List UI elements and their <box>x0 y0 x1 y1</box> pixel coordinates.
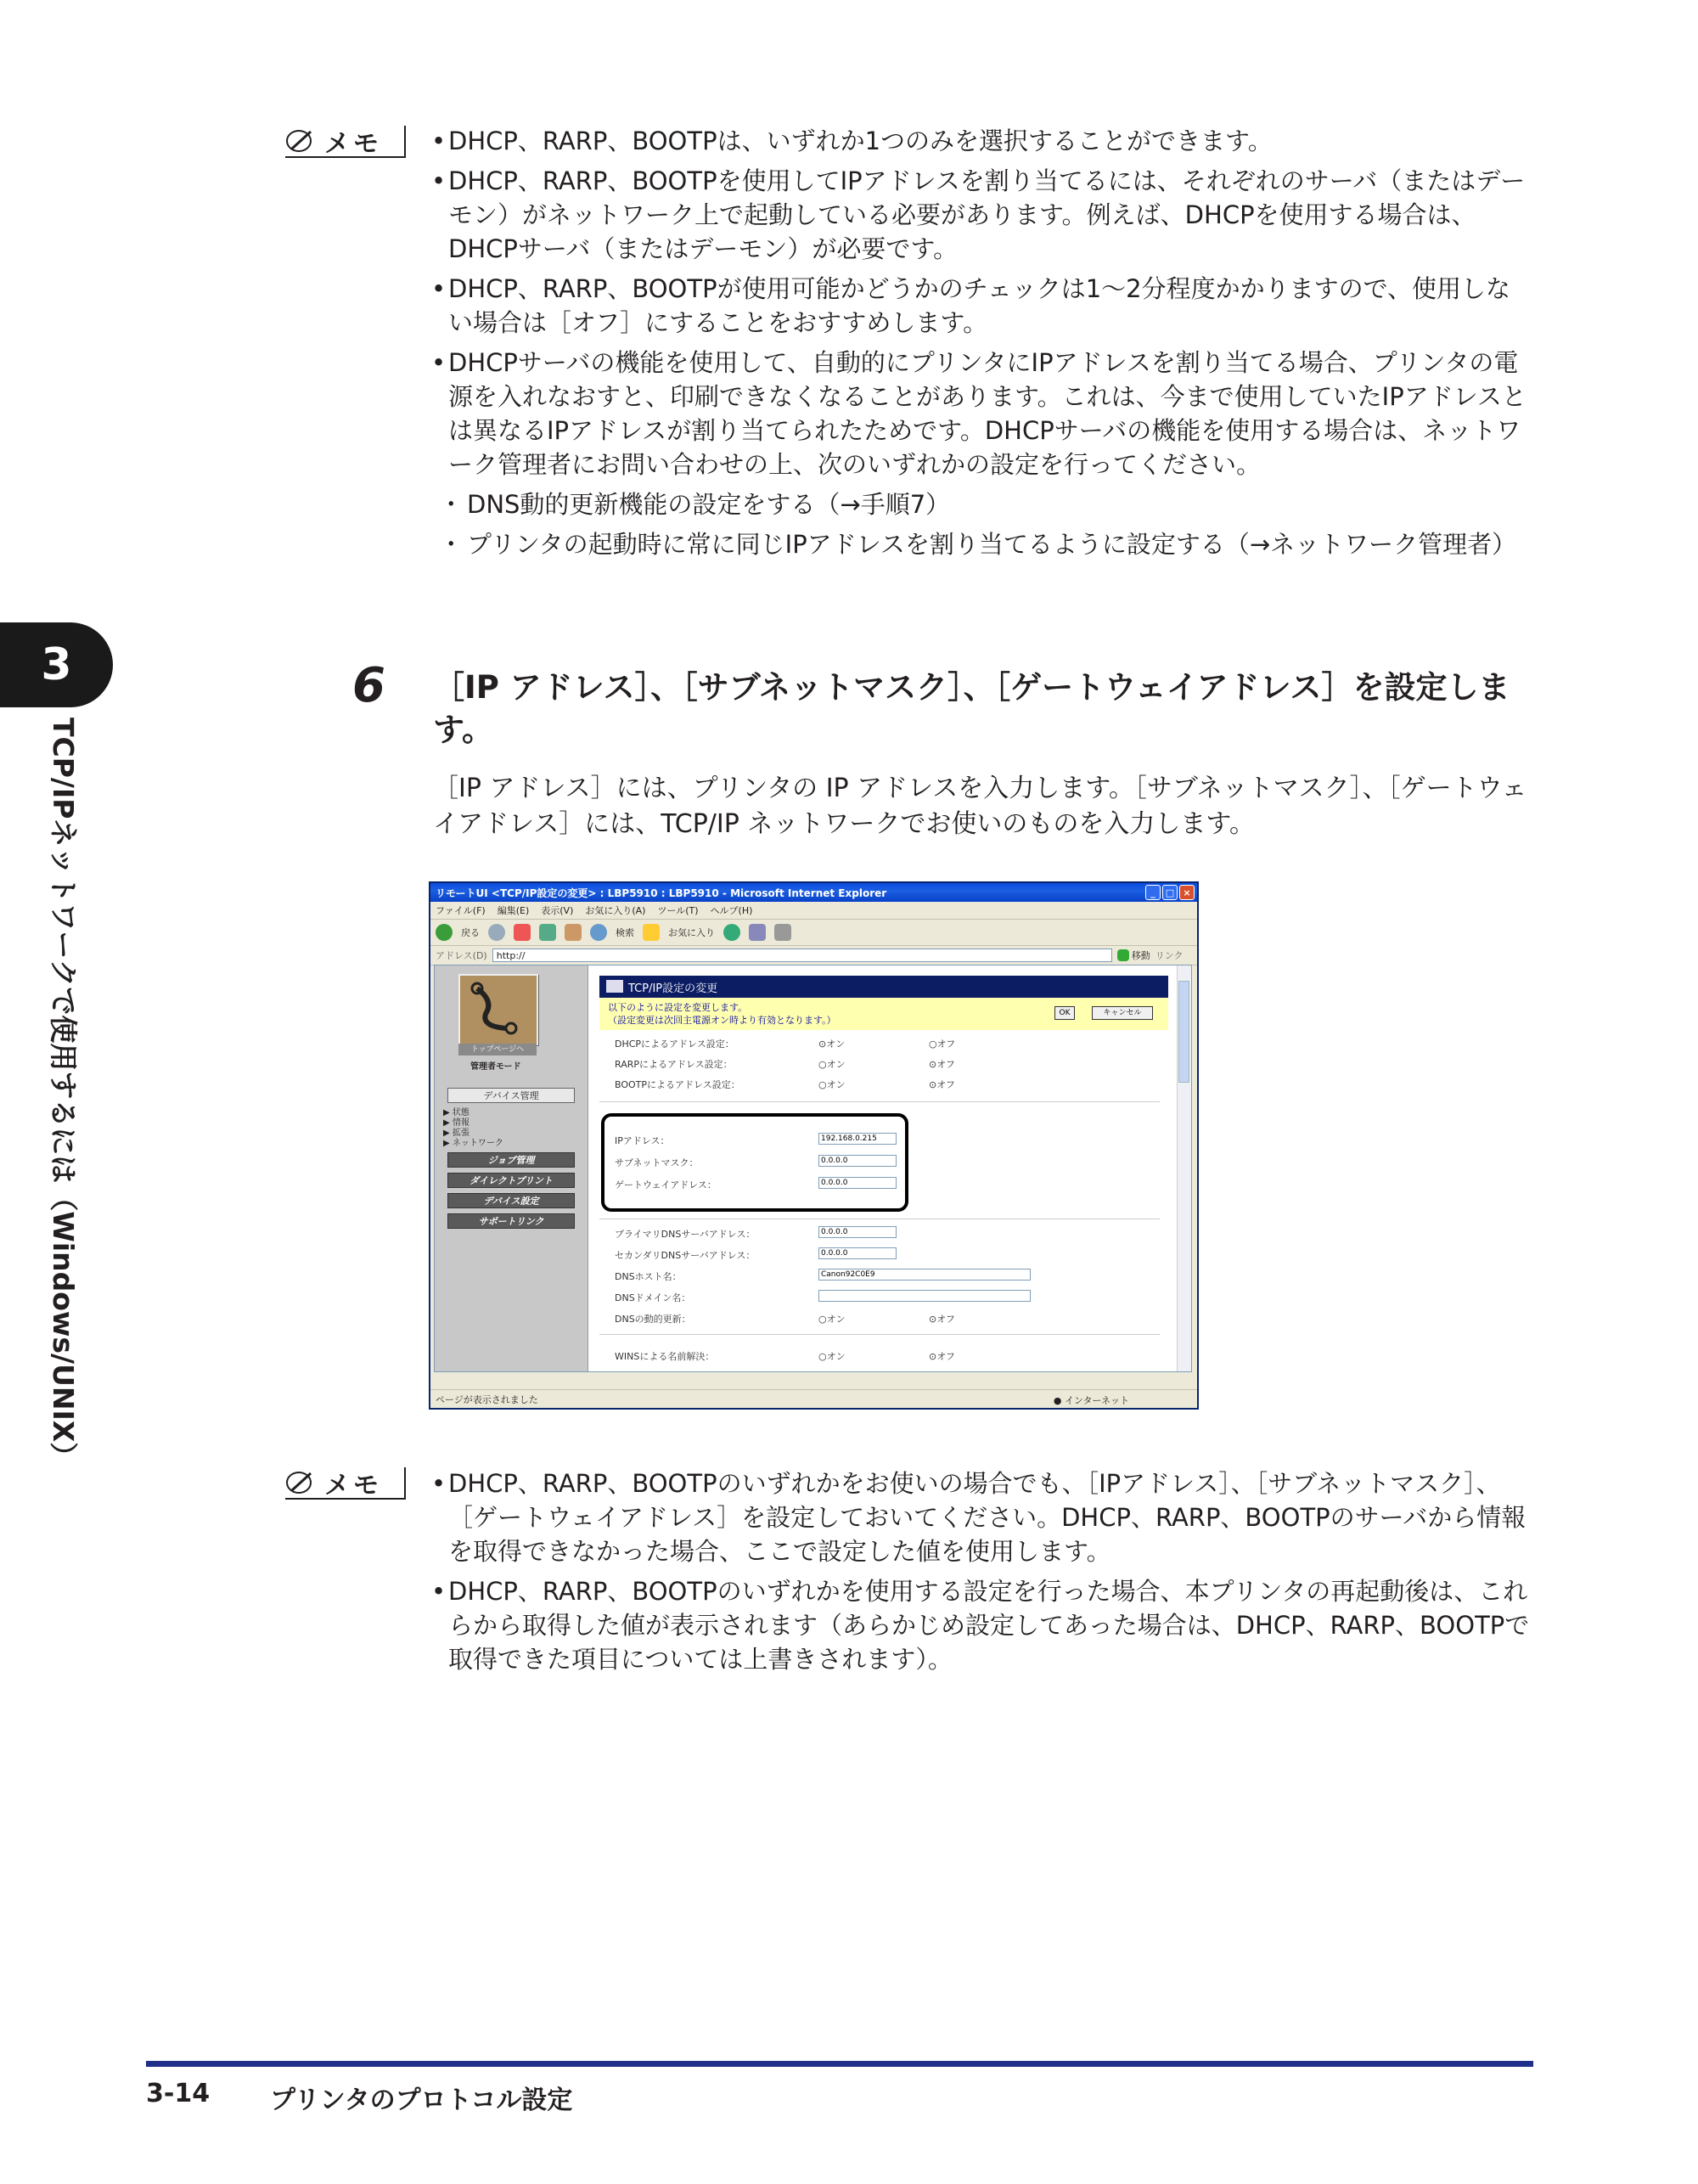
wins-label: WINSによる名前解決： <box>615 1351 715 1362</box>
cancel-button[interactable]: キャンセル <box>1092 1006 1153 1020</box>
memo-label: メモ <box>324 129 382 159</box>
menu-status[interactable]: ▶ 状態 <box>443 1108 469 1117</box>
device-settings-button[interactable]: デバイス設定 <box>447 1193 575 1208</box>
subnet-input[interactable]: 0.0.0.0 <box>818 1155 897 1167</box>
close-icon[interactable]: × <box>1179 885 1195 900</box>
pencil-icon <box>285 1470 318 1495</box>
dns-dynamic-label: DNSの動的更新： <box>615 1314 691 1325</box>
address-value: http:// <box>496 949 526 961</box>
chapter-side-title-text: TCP/IPネットワークで使用するには（Windows/UNIX） <box>47 718 80 1471</box>
memo-item: • DHCP、RARP、BOOTPを使用してIPアドレスを割り当てるには、それぞれのサーバ（またはデーモン）がネットワーク上で起動している必要があります。例えば、DHCPを使用する場合は、DHCPサーバ（またはデーモン）が必要です。 <box>431 164 1535 266</box>
ip-input[interactable]: 192.168.0.215 <box>818 1133 897 1145</box>
menu-bar <box>430 902 1197 920</box>
chapter-side-title <box>34 718 102 1482</box>
secondary-dns-label: セカンダリDNSサーバアドレス： <box>615 1250 756 1261</box>
highlight-frame <box>601 1113 908 1212</box>
rarp-on-radio[interactable]: ○オン <box>818 1059 846 1070</box>
gateway-input[interactable]: 0.0.0.0 <box>818 1177 897 1189</box>
dns-dynamic-on-radio[interactable]: ○オン <box>818 1314 846 1325</box>
search-icon[interactable] <box>590 924 607 941</box>
primary-dns-label: プライマリDNSサーバアドレス： <box>615 1229 756 1240</box>
mode-label: 管理者モード <box>470 1062 521 1072</box>
rarp-off-radio[interactable]: ⊙オフ <box>929 1059 955 1070</box>
menu-info[interactable]: ▶ 情報 <box>443 1118 469 1128</box>
home-icon[interactable] <box>565 924 582 941</box>
rarp-label: RARPによるアドレス設定： <box>615 1059 733 1070</box>
device-manage-button[interactable]: デバイス管理 <box>447 1088 575 1103</box>
favorites-label[interactable]: お気に入り <box>668 927 715 938</box>
zone-indicator: ● インターネット <box>1053 1395 1129 1406</box>
device-logo-icon <box>458 974 538 1045</box>
browser-screenshot <box>429 881 1199 1410</box>
primary-dns-input[interactable]: 0.0.0.0 <box>818 1226 897 1238</box>
forward-icon[interactable] <box>488 924 505 941</box>
note-line: 以下のように設定を変更します。 <box>608 1002 748 1013</box>
note-line: （設定変更は次回主電源オン時より有効となります。） <box>608 1015 836 1026</box>
media-icon[interactable] <box>723 924 740 941</box>
panel-header <box>599 976 1168 998</box>
dns-host-label: DNSホスト名： <box>615 1271 682 1282</box>
support-link-button[interactable]: サポートリンク <box>447 1213 575 1229</box>
step-title: ［IP アドレス］、［サブネットマスク］、［ゲートウェイアドレス］を設定します。 <box>433 669 1510 748</box>
links-label[interactable]: リンク <box>1155 950 1184 961</box>
wins-off-radio[interactable]: ⊙オフ <box>929 1351 955 1362</box>
status-bar <box>430 1389 1197 1408</box>
step-number: 6 <box>352 658 385 713</box>
left-menu <box>443 1108 503 1149</box>
memo-list-1 <box>431 124 1535 567</box>
memo-sub-item: ･ DNS動的更新機能の設定をする（→手順7） <box>431 487 1535 521</box>
status-text: ページが表示されました <box>436 1393 538 1405</box>
secondary-dns-input[interactable]: 0.0.0.0 <box>818 1247 897 1259</box>
address-label: アドレス(D) <box>436 950 487 961</box>
go-label: 移動 <box>1131 950 1150 961</box>
back-icon[interactable] <box>436 924 453 941</box>
browser-toolbar <box>430 920 1197 946</box>
window-title: リモートUI <TCP/IP設定の変更> : LBP5910 : LBP5910 - Microsoft Internet Explorer <box>436 887 887 899</box>
print-icon[interactable] <box>774 924 791 941</box>
menu-favorites[interactable]: お気に入り(A) <box>585 905 646 916</box>
ip-label: IPアドレス： <box>615 1135 670 1146</box>
stop-icon[interactable] <box>514 924 531 941</box>
menu-view[interactable]: 表示(V) <box>541 905 574 916</box>
menu-tools[interactable]: ツール(T) <box>657 905 699 916</box>
bootp-on-radio[interactable]: ○オン <box>818 1079 846 1090</box>
bootp-label: BOOTPによるアドレス設定： <box>615 1079 740 1090</box>
ok-button[interactable]: OK <box>1054 1006 1075 1020</box>
menu-edit[interactable]: 編集(E) <box>497 905 530 916</box>
gateway-label: ゲートウェイアドレス： <box>615 1179 717 1191</box>
pencil-icon <box>285 128 318 154</box>
mail-icon[interactable] <box>749 924 766 941</box>
wins-on-radio[interactable]: ○オン <box>818 1351 846 1362</box>
panel-title: TCP/IP設定の変更 <box>628 982 718 995</box>
memo-item: • DHCPサーバの機能を使用して、自動的にプリンタにIPアドレスを割り当てる場合、プリンタの電源を入れなおすと、印刷できなくなることがあります。これは、今まで使用していたIPアドレスとは異なるIPアドレスが割り当てられたためです。DHCPサーバの機能を使用する場合は、ネットワーク管理者にお問い合わせの上、次のいずれかの設定を行ってください。 <box>431 346 1535 481</box>
dhcp-off-radio[interactable]: ○オフ <box>929 1039 956 1050</box>
top-page-button[interactable]: トップページへ <box>458 1044 537 1055</box>
divider <box>599 1101 1160 1102</box>
go-button[interactable] <box>1117 948 1150 962</box>
vertical-scrollbar[interactable] <box>1177 965 1191 1371</box>
memo-badge <box>285 1467 406 1500</box>
refresh-icon[interactable] <box>539 924 556 941</box>
footer-rule <box>146 2061 1533 2067</box>
dhcp-on-radio[interactable]: ⊙オン <box>818 1039 846 1050</box>
memo-item: • DHCP、RARP、BOOTPのいずれかを使用する設定を行った場合、本プリンタの再起動後は、これらから取得した値が表示されます（あらかじめ設定してあった場合は、DHCP、RARP、BOOTPで取得できた項目については上書きされます）。 <box>431 1574 1535 1676</box>
page-content <box>434 965 1192 1372</box>
go-arrow-icon <box>1117 949 1129 961</box>
memo-item: • DHCP、RARP、BOOTPは、いずれか1つのみを選択することができます。 <box>431 124 1535 158</box>
chapter-number-tab: 3 <box>0 622 113 707</box>
memo-item: • DHCP、RARP、BOOTPのいずれかをお使いの場合でも、［IPアドレス］、［サブネットマスク］、［ゲートウェイアドレス］を設定しておいてください。DHCP、RARP、BOOTPのサーバから情報を取得できなかった場合、ここで設定した値を使用します。 <box>431 1466 1535 1568</box>
job-manage-button[interactable]: ジョブ管理 <box>447 1152 575 1168</box>
memo-list-2 <box>431 1466 1535 1682</box>
maximize-icon[interactable]: □ <box>1162 885 1178 900</box>
scrollbar-thumb[interactable] <box>1178 981 1189 1083</box>
dns-dynamic-off-radio[interactable]: ⊙オフ <box>929 1314 955 1325</box>
menu-extend[interactable]: ▶ 拡張 <box>443 1129 469 1138</box>
footer-section-title: プリンタのプロトコル設定 <box>270 2085 573 2115</box>
page-number: 3-14 <box>146 2079 211 2108</box>
memo-sub-item: ･ プリンタの起動時に常に同じIPアドレスを割り当てるように設定する（→ネットワーク管理者） <box>431 527 1535 561</box>
menu-help[interactable]: ヘルプ(H) <box>710 905 753 916</box>
memo-badge <box>285 126 406 158</box>
back-label[interactable]: 戻る <box>461 927 480 938</box>
window-titlebar <box>430 883 1197 902</box>
menu-network[interactable]: ▶ ネットワーク <box>443 1139 503 1148</box>
direct-print-button[interactable]: ダイレクトプリント <box>447 1173 575 1188</box>
left-panel <box>435 965 588 1371</box>
memo-label: メモ <box>324 1471 382 1500</box>
dhcp-label: DHCPによるアドレス設定： <box>615 1039 734 1050</box>
address-bar <box>430 946 1197 965</box>
dns-domain-input[interactable] <box>818 1290 1031 1302</box>
minimize-icon[interactable]: _ <box>1145 885 1161 900</box>
settings-panel <box>589 965 1178 1371</box>
memo-item: • DHCP、RARP、BOOTPが使用可能かどうかのチェックは1〜2分程度かかりますので、使用しない場合は［オフ］にすることをおすすめします。 <box>431 272 1535 340</box>
search-label[interactable]: 検索 <box>616 927 634 938</box>
panel-header-icon <box>606 980 623 993</box>
address-input[interactable] <box>492 948 1112 962</box>
panel-note <box>599 998 1168 1030</box>
favorites-icon[interactable] <box>643 924 660 941</box>
step-description: ［IP アドレス］には、プリンタの IP アドレスを入力します。［サブネットマスク］、［ゲートウェイアドレス］には、TCP/IP ネットワークでお使いのものを入力します。 <box>433 774 1527 839</box>
dns-host-input[interactable]: Canon92C0E9 <box>818 1269 1031 1281</box>
bootp-off-radio[interactable]: ⊙オフ <box>929 1079 955 1090</box>
dns-domain-label: DNSドメイン名： <box>615 1292 691 1303</box>
subnet-label: サブネットマスク： <box>615 1157 699 1168</box>
divider <box>599 1334 1160 1335</box>
menu-file[interactable]: ファイル(F) <box>436 905 486 916</box>
